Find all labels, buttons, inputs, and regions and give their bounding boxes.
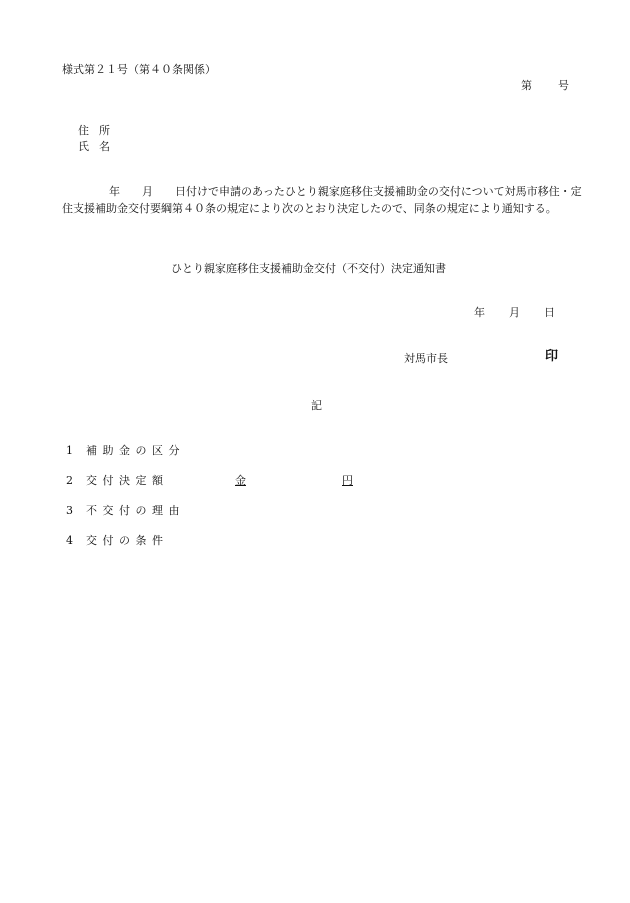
form-number: 様式第２１号（第４０条関係）: [62, 63, 216, 76]
date-year: 年: [474, 306, 485, 319]
body-text: 日付けで申請のあったひとり親家庭移住支援補助金の交付について対馬市移住・定住支援補助金交付要綱第４０条の規定により次のとおり決定したので、同条の規定により通知する。: [62, 185, 582, 215]
notice-body: [62, 183, 582, 217]
document-number: [521, 79, 569, 93]
recipient-name-label: 氏 名: [78, 140, 110, 153]
document-number-prefix: 第: [521, 79, 532, 92]
seal-mark: 印: [545, 349, 559, 364]
item-nongrant-reason: 3 不交付の理由: [66, 504, 185, 517]
recipient-address-label: 住 所: [78, 124, 110, 137]
amount-prefix: 金: [235, 474, 246, 487]
amount-suffix: 円: [342, 474, 353, 487]
ki-heading: 記: [311, 399, 322, 412]
document-title: ひとり親家庭移住支援補助金交付（不交付）決定通知書: [171, 262, 446, 275]
date-day: 日: [544, 306, 555, 319]
date-month: 月: [509, 306, 520, 319]
item-grant-conditions: 4 交付の条件: [66, 534, 169, 547]
document-number-suffix: 号: [558, 79, 569, 92]
issuer-title: 対馬市長: [404, 352, 448, 365]
issue-date: [474, 306, 555, 320]
grant-amount-field: [235, 474, 353, 488]
body-year: 年: [109, 185, 120, 198]
item-grant-amount: 2 交付決定額: [66, 474, 169, 487]
item-subsidy-category: 1 補助金の区分: [66, 444, 185, 457]
body-month: 月: [142, 185, 153, 198]
